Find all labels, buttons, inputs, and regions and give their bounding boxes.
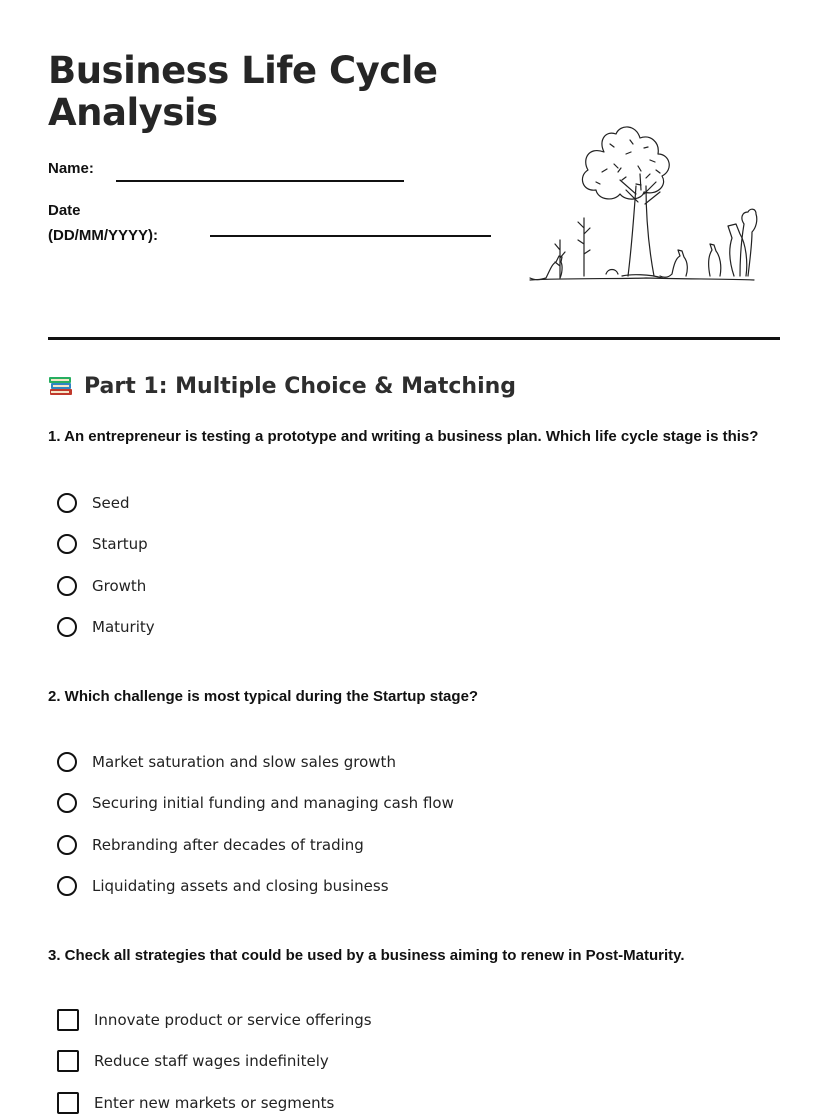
radio-button[interactable] (57, 752, 77, 772)
date-label-line-2: (DD/MM/YYYY): (48, 227, 158, 244)
q3-option-2[interactable] (57, 1048, 329, 1074)
option-label: Reduce staff wages indefinitely (94, 1052, 329, 1070)
radio-button[interactable] (57, 793, 77, 813)
checkbox[interactable] (57, 1092, 79, 1114)
tree-and-animals-illustration (526, 94, 758, 286)
option-label: Seed (92, 494, 130, 512)
option-label: Market saturation and slow sales growth (92, 753, 396, 771)
q1-option-4[interactable] (57, 614, 155, 640)
name-label: Name: (48, 160, 94, 177)
date-label (48, 198, 158, 248)
option-label: Rebranding after decades of trading (92, 836, 364, 854)
q1-option-3[interactable] (57, 573, 146, 599)
title-line-2: Analysis (48, 91, 218, 134)
option-label: Liquidating assets and closing business (92, 877, 389, 895)
option-label: Enter new markets or segments (94, 1094, 335, 1112)
radio-button[interactable] (57, 534, 77, 554)
radio-button[interactable] (57, 576, 77, 596)
radio-button[interactable] (57, 876, 77, 896)
question-1: 1. An entrepreneur is testing a prototype and writing a business plan. Which life cycle stage is this? (48, 428, 759, 445)
title-line-1: Business Life Cycle (48, 49, 438, 92)
section-divider (48, 337, 780, 340)
q2-option-2[interactable] (57, 790, 454, 816)
date-label-line-1: Date (48, 202, 81, 219)
option-label: Growth (92, 577, 147, 595)
option-label: Securing initial funding and managing cash flow (92, 794, 454, 812)
radio-button[interactable] (57, 617, 77, 637)
name-field[interactable] (116, 180, 404, 182)
q2-option-1[interactable] (57, 749, 396, 775)
q3-option-1[interactable] (57, 1007, 372, 1033)
q2-option-4[interactable] (57, 873, 389, 899)
checkbox[interactable] (57, 1009, 79, 1031)
page-title (48, 50, 437, 134)
question-3: 3. Check all strategies that could be used by a business aiming to renew in Post-Maturity. (48, 947, 685, 964)
section-heading (48, 373, 516, 399)
books-icon (48, 373, 74, 399)
option-label: Maturity (92, 618, 155, 636)
q1-option-1[interactable] (57, 490, 130, 516)
option-label: Innovate product or service offerings (94, 1011, 372, 1029)
q3-option-3[interactable] (57, 1090, 334, 1116)
section-heading-text: Part 1: Multiple Choice & Matching (84, 373, 517, 399)
date-field[interactable] (210, 235, 491, 237)
checkbox[interactable] (57, 1050, 79, 1072)
q2-option-3[interactable] (57, 832, 364, 858)
q1-option-2[interactable] (57, 531, 148, 557)
option-label: Startup (92, 535, 148, 553)
question-2: 2. Which challenge is most typical during the Startup stage? (48, 688, 479, 705)
radio-button[interactable] (57, 835, 77, 855)
radio-button[interactable] (57, 493, 77, 513)
